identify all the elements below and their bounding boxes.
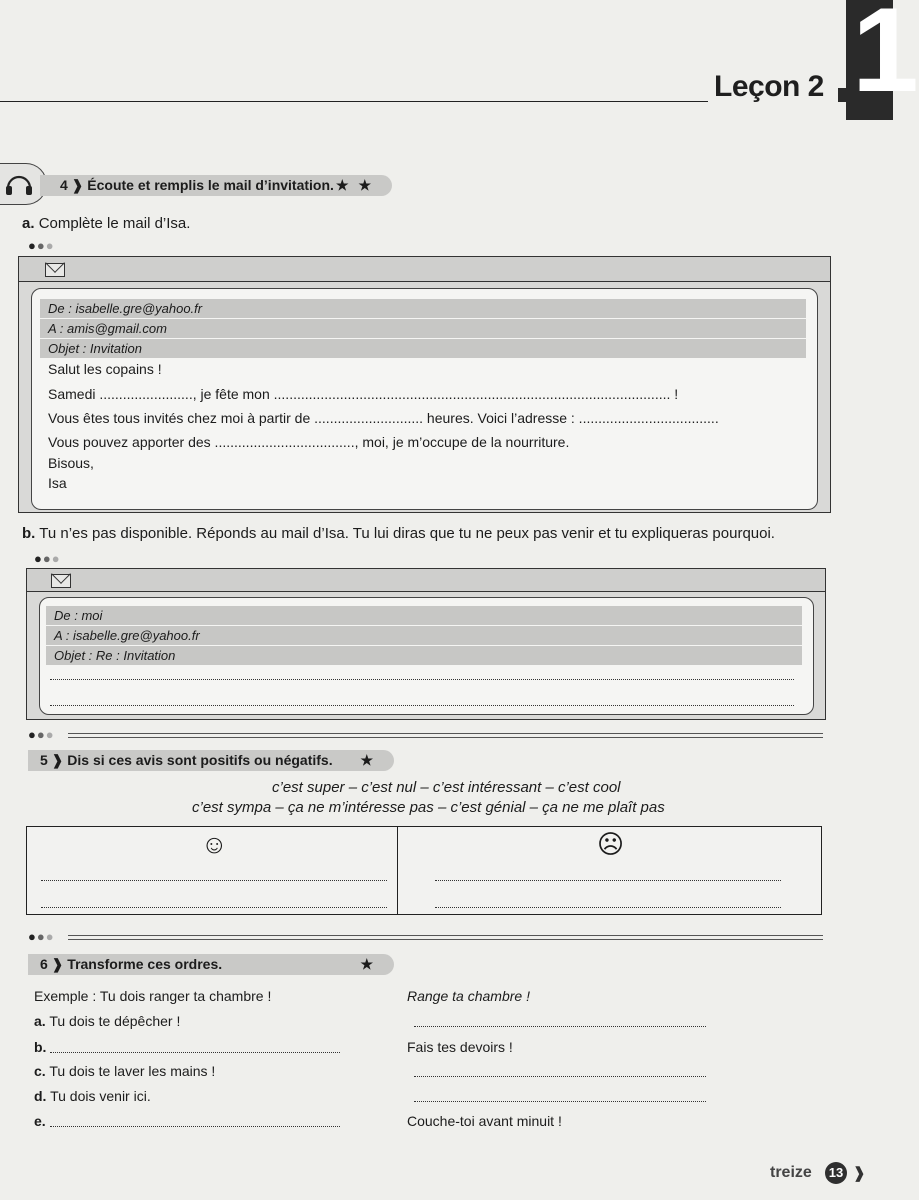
mail-window-1-titlebar bbox=[19, 257, 830, 282]
opinion-list-line-1: c’est super – c’est nul – c’est intéressant – c’est cool bbox=[272, 779, 621, 796]
row-e-right: Couche-toi avant minuit ! bbox=[407, 1113, 562, 1129]
exercise-4-title: 4 ❱ Écoute et remplis le mail d’invitation. bbox=[60, 177, 334, 193]
exercise-6-title: 6 ❱ Transforme ces ordres. bbox=[40, 956, 223, 972]
mail-window-2 bbox=[26, 568, 826, 720]
row-c-left: Tu dois te laver les mains ! bbox=[49, 1063, 216, 1079]
page-number-badge: 13 bbox=[825, 1162, 847, 1184]
exercise-4-stars: ★ ★ bbox=[336, 177, 374, 193]
exercise-6-header bbox=[28, 954, 394, 975]
section-separator bbox=[68, 733, 823, 734]
window-dots-2: ●●● bbox=[34, 551, 61, 566]
opinion-list-line-2: c’est sympa – ça ne m’intéresse pas – c’est génial – ça ne me plaît pas bbox=[192, 799, 665, 816]
item-label-a: a. bbox=[22, 215, 35, 232]
row-d-left: Tu dois venir ici. bbox=[50, 1088, 151, 1104]
answer-line bbox=[50, 1052, 340, 1053]
mail-2-from: De : moi bbox=[46, 606, 802, 625]
item-label: a. bbox=[34, 1013, 46, 1029]
answer-line bbox=[50, 679, 794, 680]
item-label: b. bbox=[34, 1039, 47, 1055]
opinion-table bbox=[26, 826, 822, 915]
exercise-5-title: 5 ❱ Dis si ces avis sont positifs ou négatifs. bbox=[40, 752, 333, 768]
unit-number: 1 bbox=[852, 0, 919, 117]
mail-1-line: Bisous, bbox=[48, 455, 94, 471]
headphones-icon bbox=[4, 171, 34, 197]
answer-line bbox=[41, 907, 387, 908]
item-label: c. bbox=[34, 1063, 46, 1079]
section-separator bbox=[68, 737, 823, 738]
mail-1-line: Vous pouvez apporter des ...................................., moi, je m’occupe de la nourriture. bbox=[48, 434, 570, 450]
mail-1-to: A : amis@gmail.com bbox=[40, 319, 806, 338]
exercise-6-row-a bbox=[34, 1013, 180, 1029]
section-separator bbox=[68, 939, 823, 940]
exercise-6-stars: ★ bbox=[360, 956, 376, 972]
exercise-5-header bbox=[28, 750, 394, 771]
example-right: Range ta chambre ! bbox=[407, 988, 530, 1004]
exercise-4b-instruction bbox=[22, 525, 775, 542]
row-a-left: Tu dois te dépêcher ! bbox=[49, 1013, 181, 1029]
exercise-4b-text: Tu n’es pas disponible. Réponds au mail d’Isa. Tu lui diras que tu ne peux pas venir et tu expliqueras pourquoi. bbox=[39, 525, 775, 542]
next-arrow-icon: ❱ bbox=[853, 1165, 866, 1182]
answer-line bbox=[50, 705, 794, 706]
exercise-4a-instruction bbox=[22, 215, 190, 232]
mail-1-line: Samedi ........................, je fête mon ...................................................................................................... ! bbox=[48, 386, 679, 402]
answer-line bbox=[435, 907, 781, 908]
mail-2-subject: Objet : Re : Invitation bbox=[46, 646, 802, 665]
exercise-6-row-b bbox=[34, 1039, 46, 1055]
mail-1-line: Isa bbox=[48, 475, 67, 491]
answer-line bbox=[50, 1126, 340, 1127]
exercise-6-row-c bbox=[34, 1063, 215, 1079]
mail-1-from: De : isabelle.gre@yahoo.fr bbox=[40, 299, 806, 318]
mail-2-body bbox=[39, 597, 814, 715]
page-word: treize bbox=[770, 1164, 812, 1181]
answer-line bbox=[435, 880, 781, 881]
lesson-title: Leçon 2 bbox=[714, 70, 824, 103]
envelope-icon bbox=[45, 263, 65, 277]
mail-1-body bbox=[31, 288, 818, 510]
section-separator bbox=[68, 935, 823, 936]
exercise-6-row-d bbox=[34, 1088, 151, 1104]
answer-line bbox=[414, 1101, 706, 1102]
mail-1-subject: Objet : Invitation bbox=[40, 339, 806, 358]
answer-line bbox=[414, 1076, 706, 1077]
exercise-4-header bbox=[40, 175, 392, 196]
smiley-face-icon: ☺ bbox=[201, 829, 228, 859]
answer-line bbox=[414, 1026, 706, 1027]
envelope-icon bbox=[51, 574, 71, 588]
mail-window-2-titlebar bbox=[27, 569, 825, 592]
unit-tab-notch bbox=[838, 88, 850, 102]
example-left: Exemple : Tu dois ranger ta chambre ! bbox=[34, 988, 272, 1004]
exercise-6-row-e bbox=[34, 1113, 46, 1129]
item-label: d. bbox=[34, 1088, 47, 1104]
answer-line bbox=[41, 880, 387, 881]
mail-window-1 bbox=[18, 256, 831, 513]
sad-face-icon: ☹ bbox=[597, 829, 625, 859]
section-dots: ●●● bbox=[28, 727, 55, 742]
item-label-b: b. bbox=[22, 525, 36, 542]
header-rule bbox=[0, 101, 708, 102]
window-dots-1: ●●● bbox=[28, 238, 55, 253]
item-label: e. bbox=[34, 1113, 46, 1129]
row-b-right: Fais tes devoirs ! bbox=[407, 1039, 513, 1055]
mail-2-to: A : isabelle.gre@yahoo.fr bbox=[46, 626, 802, 645]
mail-1-line: Salut les copains ! bbox=[48, 361, 162, 377]
opinion-table-divider bbox=[397, 827, 398, 914]
exercise-4a-text: Complète le mail d’Isa. bbox=[38, 215, 191, 232]
exercise-5-stars: ★ bbox=[360, 752, 376, 768]
section-dots: ●●● bbox=[28, 929, 55, 944]
mail-1-line: Vous êtes tous invités chez moi à partir de ............................ heures. Voici l’adresse : .................................... bbox=[48, 410, 719, 426]
